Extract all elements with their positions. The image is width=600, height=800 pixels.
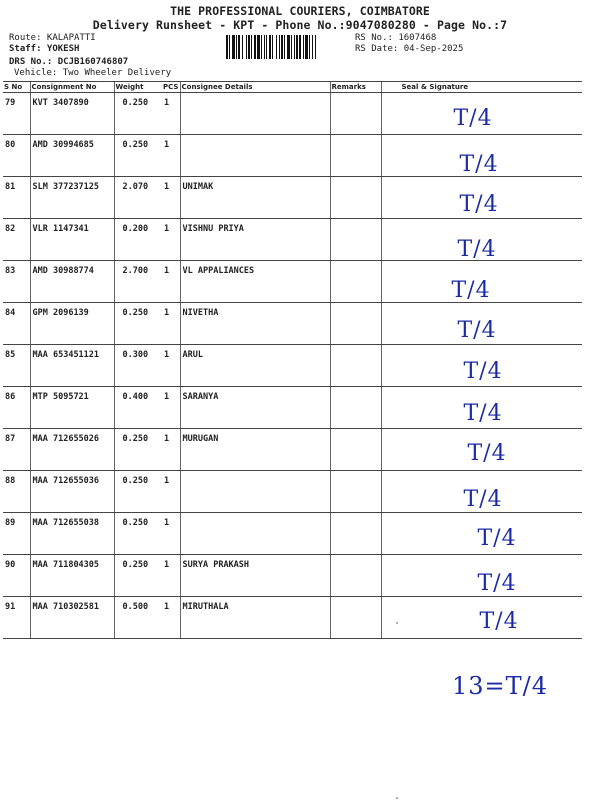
cell-consignee — [180, 93, 330, 135]
handwritten-signature: T/4 — [477, 526, 517, 551]
cell-weight: 0.300 — [114, 345, 162, 387]
handwritten-signature: T/4 — [479, 609, 519, 634]
cell-signature — [381, 93, 582, 135]
cell-sno: 89 — [3, 513, 30, 555]
cell-pcs: 1 — [162, 345, 180, 387]
cell-sno: 83 — [3, 261, 30, 303]
cell-sno: 82 — [3, 219, 30, 261]
cell-weight: 0.250 — [114, 93, 162, 135]
table-row — [3, 219, 582, 261]
table-row — [3, 387, 582, 429]
cell-consignee: MIRUTHALA — [180, 597, 330, 639]
cell-sno: 79 — [3, 93, 30, 135]
cell-signature — [381, 219, 582, 261]
total-handwritten-note: 13=T/4 — [452, 672, 549, 700]
rs-date: RS Date: 04-Sep-2025 — [355, 44, 464, 54]
col-consignment: Consignment No — [30, 82, 114, 93]
table-row — [3, 513, 582, 555]
table-row — [3, 303, 582, 345]
cell-consignee: UNIMAK — [180, 177, 330, 219]
cell-remarks — [330, 597, 381, 639]
cell-sno: 87 — [3, 429, 30, 471]
cell-consignment: MAA 712655036 — [30, 471, 114, 513]
cell-consignment: MAA 712655026 — [30, 429, 114, 471]
cell-signature — [381, 471, 582, 513]
table-row — [3, 135, 582, 177]
col-weight: Weight — [114, 82, 162, 93]
stray-mark — [396, 797, 398, 799]
cell-weight: 0.400 — [114, 387, 162, 429]
cell-consignee: ARUL — [180, 345, 330, 387]
cell-consignment: MAA 653451121 — [30, 345, 114, 387]
cell-remarks — [330, 345, 381, 387]
cell-consignment: SLM 377237125 — [30, 177, 114, 219]
staff-label: Staff: YOKESH — [9, 44, 80, 54]
cell-signature — [381, 429, 582, 471]
cell-weight: 0.250 — [114, 513, 162, 555]
col-pcs: PCS — [163, 83, 179, 91]
table-row — [3, 555, 582, 597]
cell-sno: 81 — [3, 177, 30, 219]
cell-consignment: VLR 1147341 — [30, 219, 114, 261]
runsheet-title: Delivery Runsheet - KPT - Phone No.:9047080280 - Page No.:7 — [92, 18, 508, 32]
route-label: Route: KALAPATTI — [9, 33, 96, 43]
cell-consignment: KVT 3407890 — [30, 93, 114, 135]
cell-remarks — [330, 261, 381, 303]
cell-sno: 84 — [3, 303, 30, 345]
table-row — [3, 429, 582, 471]
handwritten-signature: T/4 — [463, 487, 503, 512]
col-remarks: Remarks — [330, 82, 381, 93]
cell-signature — [381, 135, 582, 177]
cell-consignee: NIVETHA — [180, 303, 330, 345]
cell-pcs: 1 — [162, 93, 180, 135]
table-row — [3, 93, 582, 135]
cell-consignment: MAA 711804305 — [30, 555, 114, 597]
cell-weight: 0.250 — [114, 471, 162, 513]
cell-consignee: MURUGAN — [180, 429, 330, 471]
handwritten-signature: T/4 — [453, 106, 493, 131]
cell-weight: 0.200 — [114, 219, 162, 261]
cell-consignment: AMD 30994685 — [30, 135, 114, 177]
cell-weight: 2.070 — [114, 177, 162, 219]
table-row — [3, 261, 582, 303]
col-sno: S No — [3, 82, 30, 93]
table-row — [3, 345, 582, 387]
cell-remarks — [330, 555, 381, 597]
drs-label: DRS No.: DCJB160746807 — [9, 57, 129, 67]
cell-signature — [381, 345, 582, 387]
cell-weight: 0.250 — [114, 555, 162, 597]
cell-consignee: SURYA PRAKASH — [180, 555, 330, 597]
cell-remarks — [330, 387, 381, 429]
handwritten-signature: T/4 — [457, 318, 497, 343]
cell-remarks — [330, 303, 381, 345]
cell-sno: 90 — [3, 555, 30, 597]
cell-pcs: 1 — [162, 429, 180, 471]
handwritten-signature: T/4 — [467, 441, 507, 466]
table-row — [3, 597, 582, 639]
handwritten-signature: T/4 — [463, 359, 503, 384]
cell-remarks — [330, 93, 381, 135]
cell-consignment: MTP 5095721 — [30, 387, 114, 429]
cell-signature — [381, 177, 582, 219]
cell-consignment: GPM 2096139 — [30, 303, 114, 345]
cell-consignment: MAA 712655038 — [30, 513, 114, 555]
cell-pcs: 1 — [162, 135, 180, 177]
cell-remarks — [330, 513, 381, 555]
handwritten-signature: T/4 — [459, 152, 499, 177]
cell-consignee: VL APPALIANCES — [180, 261, 330, 303]
cell-consignee: VISHNU PRIYA — [180, 219, 330, 261]
cell-signature — [381, 597, 582, 639]
barcode — [226, 35, 352, 59]
cell-pcs: 1 — [162, 219, 180, 261]
cell-sno: 88 — [3, 471, 30, 513]
table-row — [3, 177, 582, 219]
cell-signature — [381, 555, 582, 597]
handwritten-signature: T/4 — [463, 401, 503, 426]
cell-remarks — [330, 429, 381, 471]
handwritten-signature: T/4 — [457, 237, 497, 261]
vehicle-label: Vehicle: Two Wheeler Delivery — [14, 68, 172, 78]
cell-pcs: 1 — [162, 555, 180, 597]
cell-pcs: 1 — [162, 513, 180, 555]
handwritten-signature: T/4 — [459, 192, 499, 217]
cell-remarks — [330, 135, 381, 177]
stray-mark — [396, 622, 398, 624]
cell-sno: 80 — [3, 135, 30, 177]
cell-pcs: 1 — [162, 471, 180, 513]
cell-signature — [381, 303, 582, 345]
cell-weight: 0.250 — [114, 135, 162, 177]
cell-weight: 0.250 — [114, 429, 162, 471]
cell-pcs: 1 — [162, 177, 180, 219]
cell-weight: 0.500 — [114, 597, 162, 639]
col-seal: Seal & Signature — [381, 82, 582, 93]
cell-sno: 91 — [3, 597, 30, 639]
cell-weight: 2.700 — [114, 261, 162, 303]
cell-signature — [381, 387, 582, 429]
company-title: THE PROFESSIONAL COURIERS, COIMBATORE — [170, 4, 430, 18]
table-header-row — [3, 82, 582, 93]
rs-number: RS No.: 1607468 — [355, 33, 437, 43]
cell-pcs: 1 — [162, 387, 180, 429]
cell-consignment: AMD 30988774 — [30, 261, 114, 303]
cell-sno: 85 — [3, 345, 30, 387]
cell-consignment: MAA 710302581 — [30, 597, 114, 639]
cell-sno: 86 — [3, 387, 30, 429]
cell-weight: 0.250 — [114, 303, 162, 345]
cell-remarks — [330, 219, 381, 261]
cell-pcs: 1 — [162, 303, 180, 345]
cell-pcs: 1 — [162, 597, 180, 639]
cell-consignee — [180, 135, 330, 177]
cell-consignee: SARANYA — [180, 387, 330, 429]
handwritten-signature: T/4 — [451, 278, 491, 303]
cell-remarks — [330, 471, 381, 513]
cell-signature — [381, 513, 582, 555]
cell-signature — [381, 261, 582, 303]
runsheet-table — [3, 81, 582, 639]
cell-pcs: 1 — [162, 261, 180, 303]
cell-consignee — [180, 513, 330, 555]
table-row — [3, 471, 582, 513]
cell-remarks — [330, 177, 381, 219]
col-consignee: Consignee Details — [180, 82, 330, 93]
handwritten-signature: T/4 — [477, 571, 517, 596]
cell-consignee — [180, 471, 330, 513]
